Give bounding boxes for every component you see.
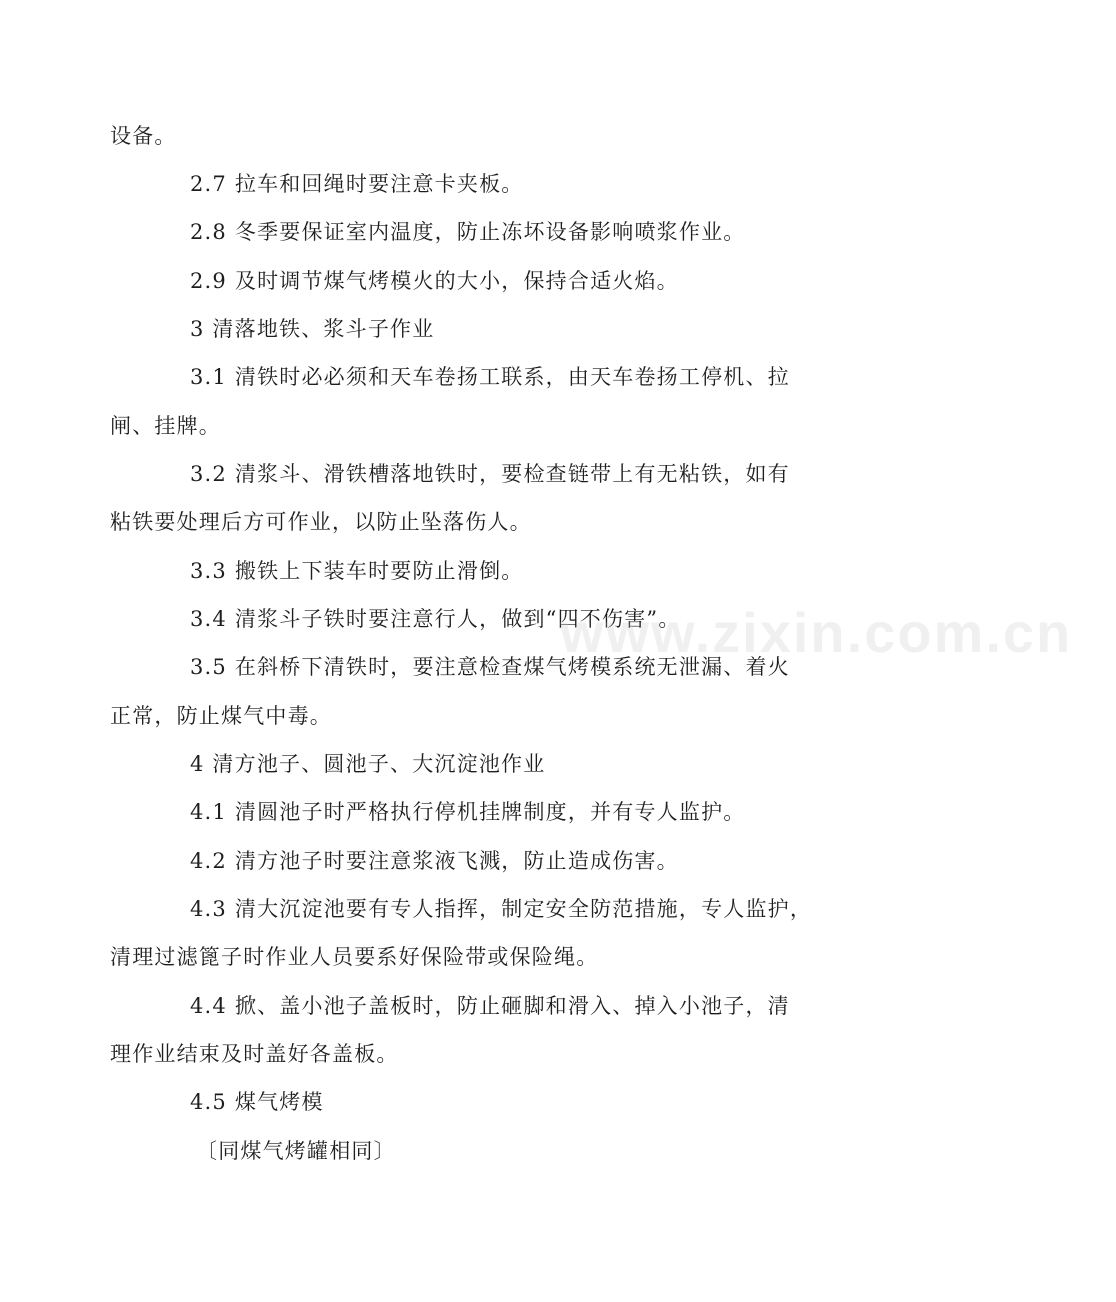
text-line: 理作业结束及时盖好各盖板。 xyxy=(110,1042,399,1066)
text-line: 3.2 清浆斗、滑铁槽落地铁时，要检查链带上有无粘铁，如有 xyxy=(190,462,790,486)
text-line: 4.4 掀、盖小池子盖板时，防止砸脚和滑入、掉入小池子，清 xyxy=(190,994,790,1018)
text-line: 4.1 清圆池子时严格执行停机挂牌制度，并有专人监护。 xyxy=(190,800,746,824)
text-line: 粘铁要处理后方可作业，以防止坠落伤人。 xyxy=(110,510,532,534)
text-line: 3.4 清浆斗子铁时要注意行人，做到“四不伤害”。 xyxy=(190,607,681,631)
text-line: 正常，防止煤气中毒。 xyxy=(110,704,332,728)
text-line: 3.5 在斜桥下清铁时，要注意检查煤气烤模系统无泄漏、着火 xyxy=(190,655,790,679)
text-line: 4.3 清大沉淀池要有专人指挥，制定安全防范措施，专人监护， xyxy=(190,897,813,921)
text-line: 〔同煤气烤罐相同〕 xyxy=(196,1139,396,1163)
text-line: 2.9 及时调节煤气烤模火的大小，保持合适火焰。 xyxy=(190,269,679,293)
text-line: 3.3 搬铁上下装车时要防止滑倒。 xyxy=(190,559,524,583)
section-heading: 4 清方池子、圆池子、大沉淀池作业 xyxy=(190,752,546,776)
text-line: 4.2 清方池子时要注意浆液飞溅，防止造成伤害。 xyxy=(190,849,679,873)
text-line: 设备。 xyxy=(110,124,177,148)
text-line: 闸、挂牌。 xyxy=(110,414,221,438)
text-line: 3.1 清铁时必必须和天车卷扬工联系，由天车卷扬工停机、拉 xyxy=(190,365,790,389)
text-line: 清理过滤篦子时作业人员要系好保险带或保险绳。 xyxy=(110,945,599,969)
text-line: 4.5 煤气烤模 xyxy=(190,1090,324,1114)
watermark: www.zixin.com.cn xyxy=(560,601,1073,664)
section-heading: 3 清落地铁、浆斗子作业 xyxy=(190,317,435,341)
text-line: 2.8 冬季要保证室内温度，防止冻坏设备影响喷浆作业。 xyxy=(190,220,746,244)
text-line: 2.7 拉车和回绳时要注意卡夹板。 xyxy=(190,172,524,196)
